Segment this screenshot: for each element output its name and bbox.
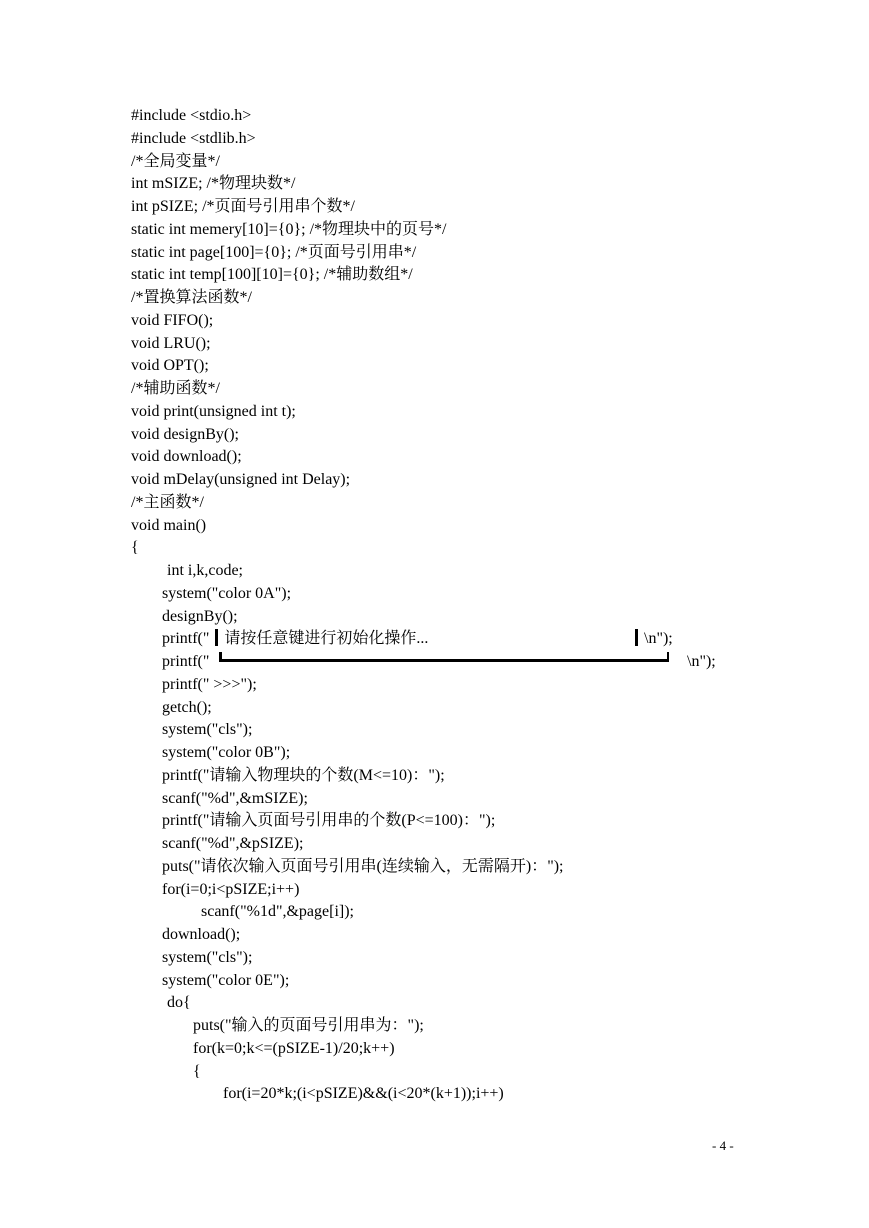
code-line: download();	[162, 926, 241, 943]
code-comment: /*全局变量*/	[131, 152, 220, 170]
code-line: void print(unsigned int t);	[131, 402, 296, 420]
code-string: 请按任意键进行初始化操作...	[224, 630, 429, 648]
code-line: int i,k,code;	[167, 562, 243, 579]
code-line: scanf("%1d",&page[i]);	[201, 903, 354, 921]
code-line: for(k=0;k<=(pSIZE-1)/20;k++)	[193, 1039, 395, 1057]
code-line: void download();	[131, 448, 242, 466]
code-comment: /*辅助函数*/	[131, 380, 220, 397]
code-line: for(i=20*k;(i<pSIZE)&&(i<20*(k+1));i++)	[223, 1085, 504, 1103]
code-listing	[131, 105, 831, 1106]
code-line: int mSIZE; /*物理块数*/	[131, 175, 296, 193]
box-bottom-border	[219, 652, 675, 669]
code-line: int pSIZE; /*页面号引用串个数*/	[131, 198, 356, 215]
code-line: #include <stdio.h>	[131, 107, 252, 124]
code-comment: /*置换算法函数*/	[131, 289, 252, 306]
code-line: designBy();	[162, 607, 238, 625]
code-line: do{	[167, 994, 191, 1012]
code-line: void FIFO();	[131, 311, 214, 329]
code-line: scanf("%d",&pSIZE);	[162, 835, 304, 852]
code-line: {	[193, 1062, 201, 1080]
code-line: system("color 0E");	[162, 971, 290, 989]
page-number: - 4 -	[712, 1138, 734, 1153]
box-vertical-bar	[635, 629, 638, 646]
code-line: system("color 0A");	[162, 584, 292, 602]
code-line: printf("请输入物理块的个数(M<=10)：");	[162, 766, 445, 784]
box-corner-right	[667, 652, 669, 662]
code-fragment: \n");	[687, 653, 716, 670]
code-line: puts("请依次输入页面号引用串(连续输入，无需隔开)：");	[162, 857, 564, 875]
code-line: static int page[100]={0}; /*页面号引用串*/	[131, 243, 417, 261]
code-line: system("cls");	[162, 948, 253, 966]
code-fragment: printf("	[162, 630, 210, 648]
code-line: void LRU();	[131, 334, 211, 352]
box-vertical-bar	[215, 629, 218, 646]
code-line-box-bottom	[131, 651, 831, 674]
code-line: {	[131, 539, 139, 557]
code-line: printf(" >>>");	[162, 675, 257, 693]
box-horizontal-rule	[219, 659, 669, 662]
code-line: getch();	[162, 698, 212, 716]
code-line: system("color 0B");	[162, 744, 291, 761]
box-right-edge	[635, 628, 673, 651]
code-line: for(i=0;i<pSIZE;i++)	[162, 880, 300, 898]
code-line: void main()	[131, 516, 207, 534]
code-line: static int temp[100][10]={0}; /*辅助数组*/	[131, 266, 413, 284]
code-line: void designBy();	[131, 425, 239, 443]
code-line: system("cls");	[162, 721, 253, 739]
code-line: void OPT();	[131, 357, 209, 375]
code-line: static int memery[10]={0}; /*物理块中的页号*/	[131, 220, 447, 238]
code-fragment: \n");	[644, 630, 673, 648]
code-line: #include <stdlib.h>	[131, 129, 256, 147]
code-line: void mDelay(unsigned int Delay);	[131, 471, 351, 488]
code-comment: /*主函数*/	[131, 493, 204, 511]
code-line: scanf("%d",&mSIZE);	[162, 789, 308, 807]
code-line: printf("请输入页面号引用串的个数(P<=100)：");	[162, 812, 496, 830]
code-line: puts("输入的页面号引用串为：");	[193, 1017, 424, 1034]
code-line-box-top	[131, 628, 831, 651]
code-fragment: printf("	[162, 653, 210, 670]
